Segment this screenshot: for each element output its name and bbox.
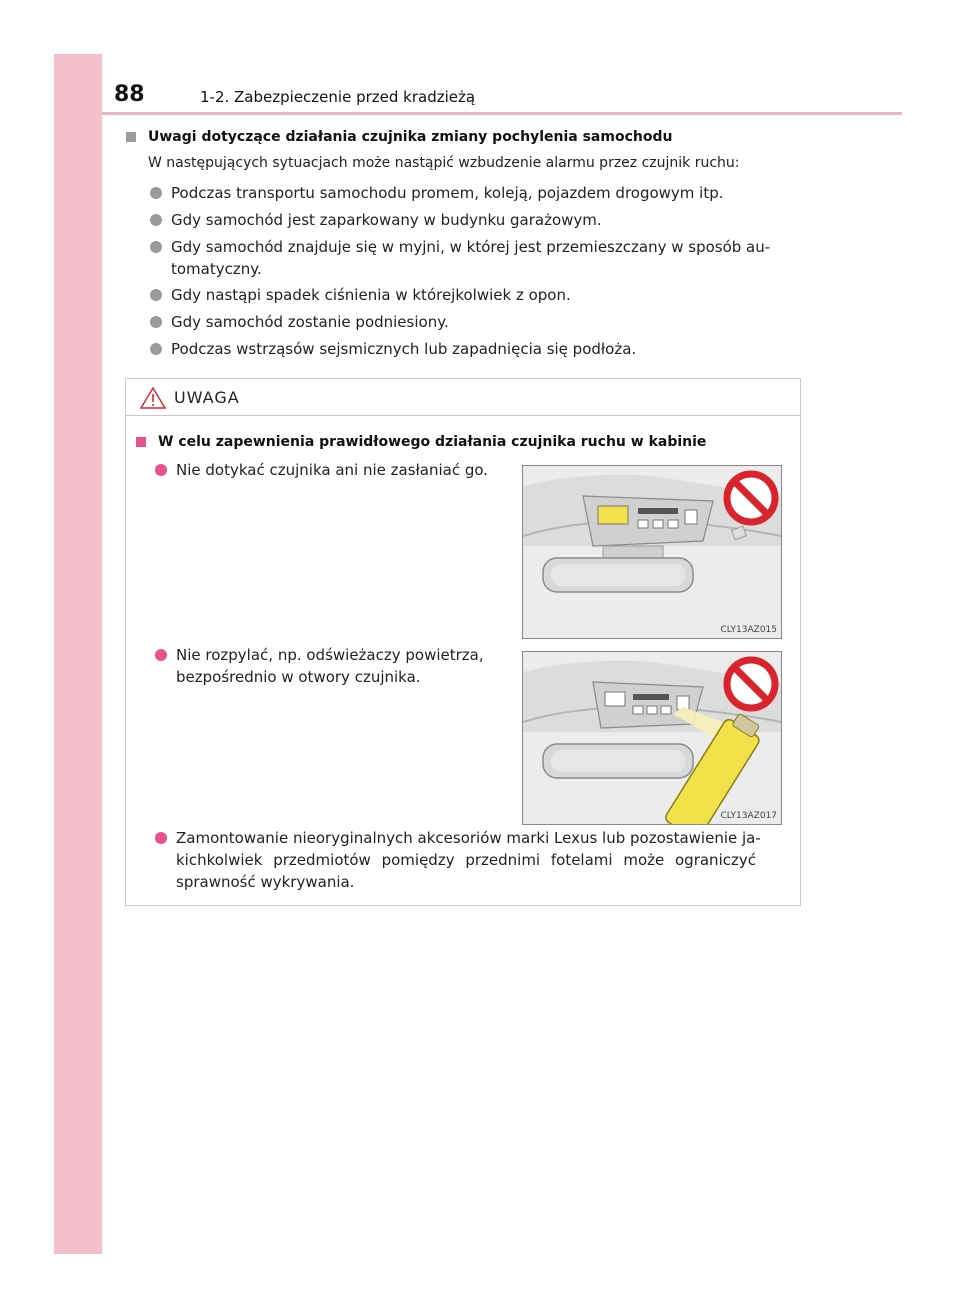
image-code: CLY13AZ015 <box>720 625 777 635</box>
list-item <box>150 182 724 205</box>
list-item-text: sprawność wykrywania. <box>176 873 355 891</box>
list-item-text: bezpośrednio w otwory czujnika. <box>176 668 421 686</box>
sensor-illustration-1 <box>522 465 782 639</box>
list-item-text: Gdy samochód znajduje się w myjni, w której jest przemieszczany w sposób au- <box>171 238 771 256</box>
list-item-text: tomatyczny. <box>171 260 262 278</box>
list-item-continuation <box>176 666 421 689</box>
list-item <box>150 209 602 232</box>
warning-header <box>126 379 800 416</box>
bullet-dot <box>150 214 162 226</box>
list-item <box>150 236 770 259</box>
notes-heading-text: Uwagi dotyczące działania czujnika zmiany pochylenia samochodu <box>148 129 673 145</box>
sensor-illustration-2 <box>522 651 782 825</box>
warning-title: UWAGA <box>174 388 240 407</box>
list-item <box>150 284 571 307</box>
intro-text: W następujących sytuacjach może nastąpić wzbudzenie alarmu przez czujnik ruchu: <box>148 155 740 171</box>
bullet-dot <box>155 464 167 476</box>
list-item-text: Gdy samochód zostanie podniesiony. <box>171 313 449 331</box>
list-item <box>150 311 449 334</box>
bullet-dot <box>155 649 167 661</box>
warning-triangle-icon <box>140 387 166 409</box>
gray-square-marker <box>126 132 136 142</box>
list-item <box>155 827 785 850</box>
list-item-text: Nie rozpylać, np. odświeżaczy powietrza, <box>176 646 484 664</box>
list-item-continuation <box>176 849 756 872</box>
bullet-dot <box>150 343 162 355</box>
pink-square-marker <box>136 437 146 447</box>
side-margin-band <box>54 54 102 1254</box>
warning-heading <box>136 434 706 450</box>
bullet-dot <box>150 241 162 253</box>
warning-heading-text: W celu zapewnienia prawidłowego działania czujnika ruchu w kabinie <box>158 434 707 450</box>
list-item <box>155 459 488 482</box>
section-title: 1-2. Zabezpieczenie przed kradzieżą <box>200 88 476 106</box>
bullet-dot <box>150 316 162 328</box>
list-item-text: Gdy nastąpi spadek ciśnienia w którejkolwiek z opon. <box>171 286 571 304</box>
list-item <box>150 338 636 361</box>
list-item-text: Podczas wstrząsów sejsmicznych lub zapadnięcia się podłoża. <box>171 340 637 358</box>
header-divider <box>102 112 902 115</box>
list-item <box>155 644 484 667</box>
bullet-dot <box>150 289 162 301</box>
page-number: 88 <box>114 82 145 107</box>
list-item-continuation <box>176 871 354 894</box>
warning-box <box>125 378 801 906</box>
list-item-continuation <box>171 258 262 281</box>
list-item-text: Zamontowanie nieoryginalnych akcesoriów marki Lexus lub pozostawienie ja- <box>176 829 761 847</box>
prohibition-icon <box>723 656 779 712</box>
bullet-dot <box>150 187 162 199</box>
prohibition-icon <box>723 470 779 526</box>
list-item-text: Podczas transportu samochodu promem, koleją, pojazdem drogowym itp. <box>171 184 724 202</box>
list-item-text: kichkolwiek przedmiotów pomiędzy przednimi fotelami może ograniczyć <box>176 851 756 869</box>
image-code: CLY13AZ017 <box>720 811 777 821</box>
notes-heading <box>126 129 672 145</box>
list-item-text: Nie dotykać czujnika ani nie zasłaniać go. <box>176 461 489 479</box>
bullet-dot <box>155 832 167 844</box>
list-item-text: Gdy samochód jest zaparkowany w budynku garażowym. <box>171 211 602 229</box>
